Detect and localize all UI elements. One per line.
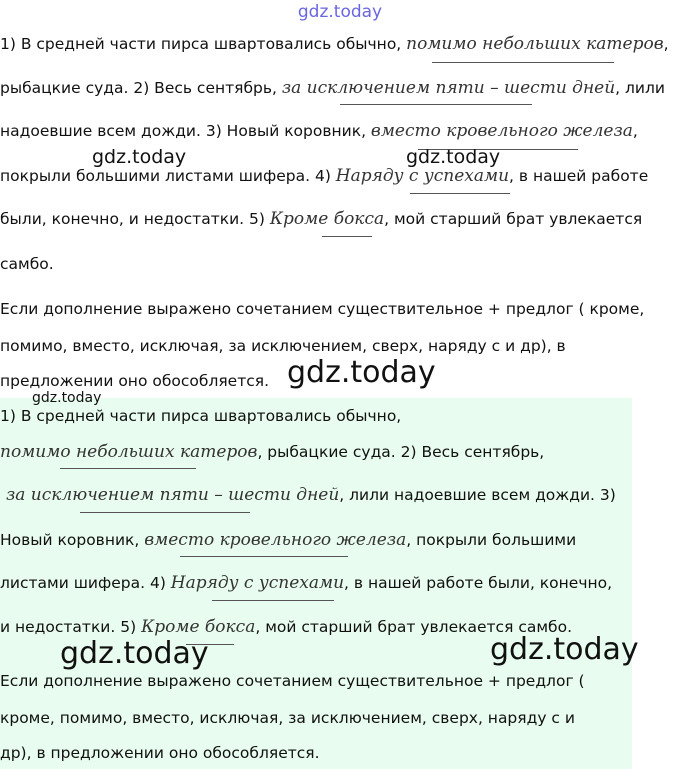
adverbial-phrase: Кроме бокса: [269, 209, 385, 229]
adverbial-phrase: за исключением пяти – шести дней: [6, 485, 340, 505]
underline: [180, 556, 348, 557]
answer-line-5: листами шифера. 4) Наряду с успехами, в нашей работе были, конечно,: [0, 573, 613, 593]
adverbial-phrase: вместо кровельного железа: [144, 530, 407, 550]
sentence-line-6: самбо.: [0, 255, 54, 273]
rule-line-1: Если дополнение выражено сочетанием существительное + предлог ( кроме,: [0, 300, 645, 318]
underline: [322, 236, 372, 237]
adverbial-phrase: помимо небольших катеров: [0, 442, 258, 462]
answer-line-4: Новый коровник, вместо кровельного железа, покрыли большими: [0, 530, 577, 550]
watermark: gdz.today: [60, 636, 209, 671]
rule-line-3: предложении оно обособляется.: [0, 372, 270, 390]
adverbial-phrase: Наряду с успехами: [170, 573, 345, 593]
underline: [410, 193, 510, 194]
answer-line-2: помимо небольших катеров, рыбацкие суда. 2) Весь сентябрь,: [0, 442, 545, 462]
underline: [432, 62, 614, 63]
rule-line-2: помимо, вместо, исключая, за исключением, сверх, наряду с и др), в: [0, 337, 566, 355]
answer-line-1: 1) В средней части пирса швартовались обычно,: [0, 407, 402, 425]
watermark: gdz.today: [406, 146, 501, 168]
sentence-line-3: надоевшие всем дожди. 3) Новый коровник, вместо кровельного железа,: [0, 121, 638, 141]
adverbial-phrase: помимо небольших катеров: [406, 34, 664, 54]
sentence-line-1: 1) В средней части пирса швартовались обычно, помимо небольших катеров,: [0, 34, 669, 54]
underline: [340, 104, 532, 105]
watermark: gdz.today: [490, 632, 639, 667]
watermark: gdz.today: [32, 390, 102, 406]
answer-rule-line-3: др), в предложении оно обособляется.: [0, 744, 320, 762]
adverbial-phrase: за исключением пяти – шести дней: [281, 78, 616, 98]
underline: [212, 600, 334, 601]
adverbial-phrase: Кроме бокса: [141, 617, 256, 637]
adverbial-phrase: Наряду с успехами: [335, 166, 510, 186]
site-header[interactable]: gdz.today: [297, 2, 383, 22]
sentence-line-2: рыбацкие суда. 2) Весь сентябрь, за исключением пяти – шести дней, лили: [0, 78, 665, 98]
answer-rule-line-1: Если дополнение выражено сочетанием существительное + предлог (: [0, 672, 585, 690]
answer-line-6: и недостатки. 5) Кроме бокса, мой старший брат увлекается самбо.: [0, 617, 573, 637]
sentence-line-4: покрыли большими листами шифера. 4) Наряду с успехами, в нашей работе: [0, 166, 649, 186]
adverbial-phrase: вместо кровельного железа: [370, 121, 633, 141]
sentence-line-5: были, конечно, и недостатки. 5) Кроме бокса, мой старший брат увлекается: [0, 209, 643, 229]
watermark: gdz.today: [92, 146, 187, 168]
underline: [60, 468, 196, 469]
watermark: gdz.today: [287, 355, 436, 390]
answer-rule-line-2: кроме, помимо, вместо, исключая, за исключением, сверх, наряду с и: [0, 709, 575, 727]
answer-line-3: за исключением пяти – шести дней, лили надоевшие всем дожди. 3): [6, 485, 616, 505]
underline: [80, 512, 250, 513]
